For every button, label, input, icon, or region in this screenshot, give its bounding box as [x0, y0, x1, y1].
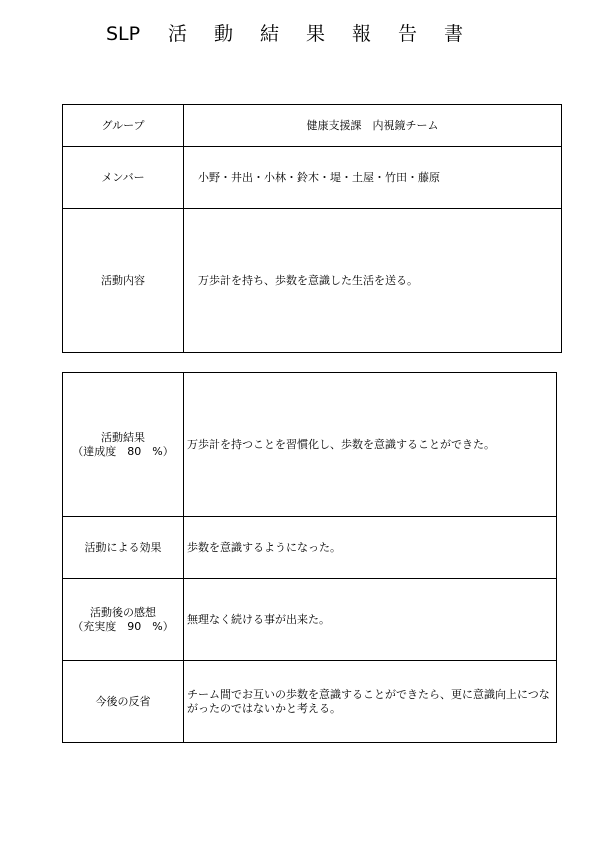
- effect-label: 活動による効果: [63, 517, 184, 579]
- group-value: 健康支援課 内視鏡チーム: [184, 105, 562, 147]
- activity-result-table: [62, 372, 557, 743]
- title-char-koku: 告: [398, 23, 418, 45]
- table-row: [63, 579, 557, 661]
- table-row: [63, 517, 557, 579]
- satisfaction-label: （充実度 90 %）: [72, 619, 174, 633]
- title-char-dou: 動: [214, 23, 234, 45]
- title-char-hou: 報: [352, 23, 372, 45]
- table-row: [63, 147, 562, 209]
- content-label: 活動内容: [63, 209, 184, 353]
- result-value: 万歩計を持つことを習慣化し、歩数を意識することができた。: [184, 373, 557, 517]
- result-label: 活動結果: [101, 430, 145, 444]
- title-char-ka: 果: [306, 23, 326, 45]
- report-title: [0, 22, 600, 46]
- title-char-ketsu: 結: [260, 23, 280, 45]
- table-row: [63, 105, 562, 147]
- members-value: 小野・井出・小林・鈴木・堤・土屋・竹田・藤原: [184, 147, 562, 209]
- impression-value: 無理なく続ける事が出来た。: [184, 579, 557, 661]
- achievement-label: （達成度 80 %）: [72, 444, 174, 458]
- result-label-cell: [63, 373, 184, 517]
- table-row: [63, 661, 557, 743]
- title-char-katsu: 活: [168, 23, 188, 45]
- table-row: [63, 209, 562, 353]
- impression-label: 活動後の感想: [90, 605, 156, 619]
- table-row: [63, 373, 557, 517]
- impression-label-cell: [63, 579, 184, 661]
- title-char-sho: 書: [444, 23, 464, 45]
- content-value: 万歩計を持ち、歩数を意識した生活を送る。: [184, 209, 562, 353]
- group-label: グループ: [63, 105, 184, 147]
- activity-info-table: [62, 104, 562, 353]
- effect-value: 歩数を意識するようになった。: [184, 517, 557, 579]
- members-label: メンバー: [63, 147, 184, 209]
- reflection-value: チーム間でお互いの歩数を意識することができたら、更に意識向上につながったのではないかと考える。: [184, 661, 557, 743]
- reflection-label: 今後の反省: [63, 661, 184, 743]
- title-slp: SLP: [106, 23, 141, 45]
